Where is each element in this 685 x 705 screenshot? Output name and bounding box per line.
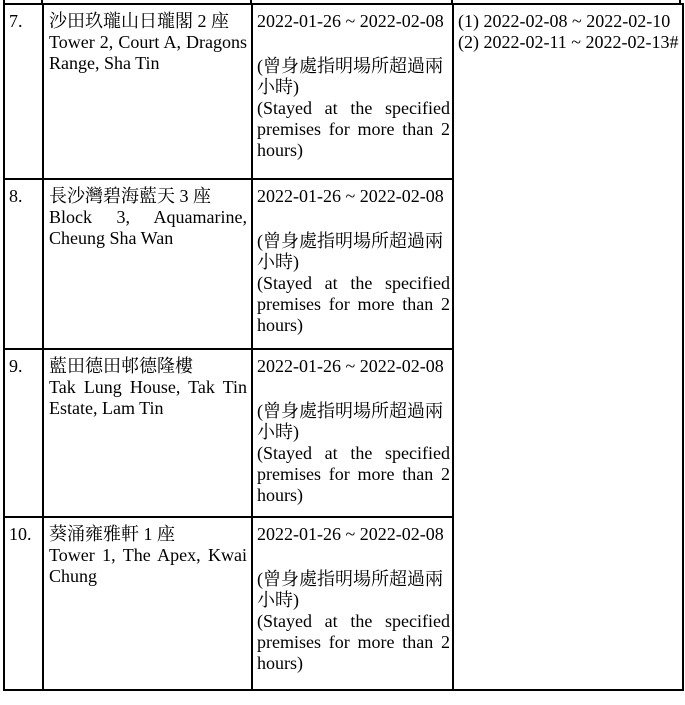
premises-name-zh: 沙田玖瓏山日瓏閣 2 座 (49, 11, 229, 31)
period-note-zh: (曾身處指明場所超過兩小時) (257, 56, 443, 97)
period-range: 2022-01-26 ~ 2022-02-08 (257, 186, 444, 206)
period-cell (252, 4, 453, 179)
period-range: 2022-01-26 ~ 2022-02-08 (257, 524, 444, 544)
period-note-en: (Stayed at the specified premises for more than 2 hours) (257, 98, 450, 160)
premises-cell (43, 517, 252, 690)
period-note-en: (Stayed at the specified premises for more than 2 hours) (257, 273, 450, 335)
period-note-en: (Stayed at the specified premises for more than 2 hours) (257, 443, 450, 505)
premises-name-en: Block 3, Aquamarine, Cheung Sha Wan (49, 207, 247, 248)
premises-table (3, 3, 684, 691)
row-number-cell: 9. (4, 349, 43, 517)
period-cell (252, 179, 453, 349)
testing-dates-cell (453, 4, 683, 690)
table-row (4, 4, 683, 179)
period-range: 2022-01-26 ~ 2022-02-08 (257, 356, 444, 376)
period-cell (252, 517, 453, 690)
period-note-zh: (曾身處指明場所超過兩小時) (257, 569, 443, 610)
period-note-en: (Stayed at the specified premises for more than 2 hours) (257, 611, 450, 673)
premises-cell (43, 4, 252, 179)
premises-name-en: Tower 1, The Apex, Kwai Chung (49, 545, 247, 586)
row-number-cell: 8. (4, 179, 43, 349)
testing-date-line-1: (1) 2022-02-08 ~ 2022-02-10 (458, 11, 671, 31)
premises-cell (43, 349, 252, 517)
period-range: 2022-01-26 ~ 2022-02-08 (257, 11, 444, 31)
testing-date-line-2: (2) 2022-02-11 ~ 2022-02-13# (458, 32, 679, 52)
premises-name-zh: 藍田德田邨德隆樓 (49, 356, 193, 376)
period-note-zh: (曾身處指明場所超過兩小時) (257, 231, 443, 272)
premises-name-zh: 葵涌雍雅軒 1 座 (49, 524, 175, 544)
period-note-zh: (曾身處指明場所超過兩小時) (257, 401, 443, 442)
premises-name-zh: 長沙灣碧海藍天 3 座 (49, 186, 211, 206)
premises-name-en: Tower 2, Court A, Dragons Range, Sha Tin (49, 32, 247, 73)
premises-cell (43, 179, 252, 349)
period-cell (252, 349, 453, 517)
premises-name-en: Tak Lung House, Tak Tin Estate, Lam Tin (49, 377, 247, 418)
row-number-cell: 10. (4, 517, 43, 690)
row-number-cell: 7. (4, 4, 43, 179)
